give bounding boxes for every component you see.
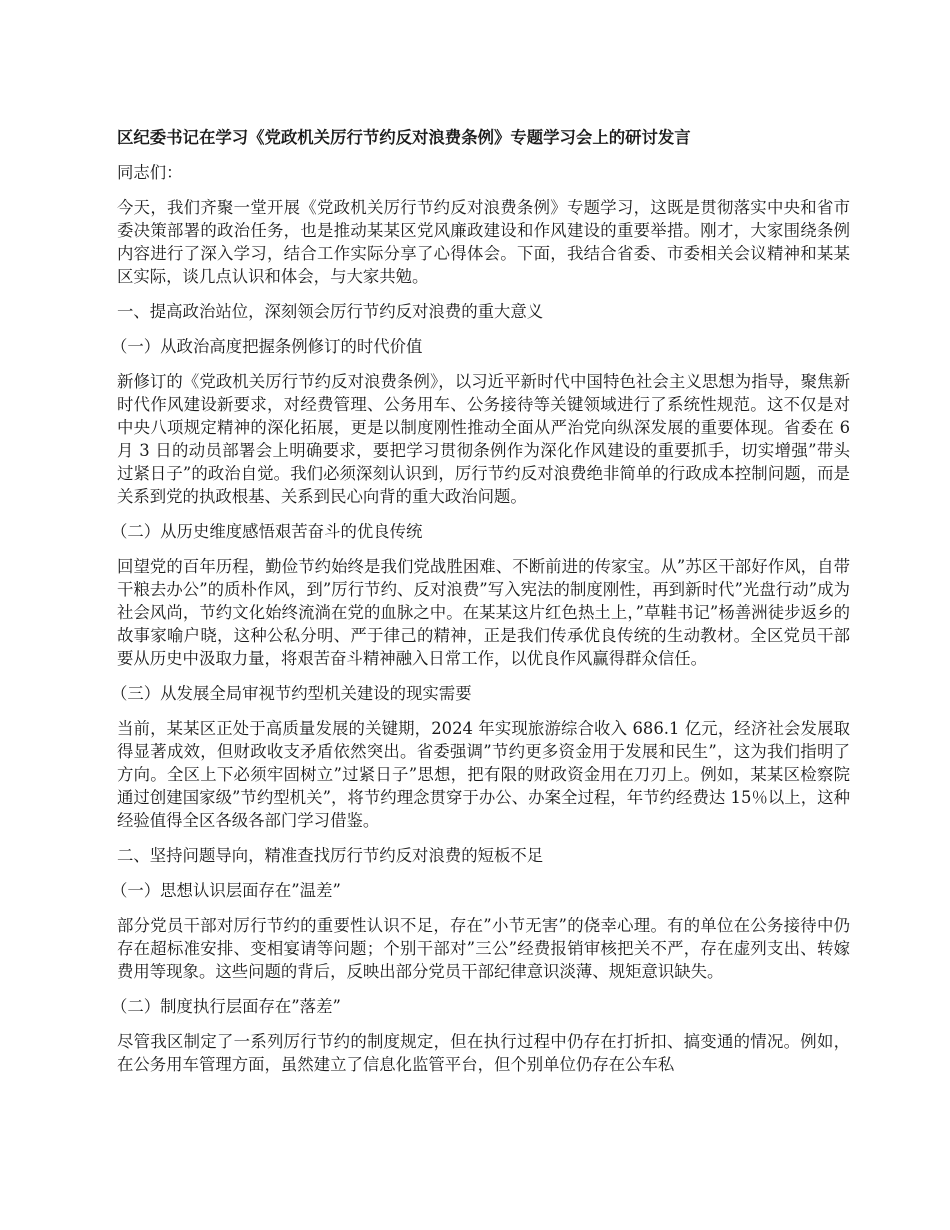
document-page <box>111 126 850 1088</box>
body-paragraph: 尽管我区制定了一系列厉行节约的制度规定，但在执行过程中仍存在打折扣、搞变通的情况。例如，在公务用车管理方面，虽然建立了信息化监管平台，但个别单位仍存在公车私 <box>117 1032 850 1074</box>
body-paragraph: 回望党的百年历程，勤俭节约始终是我们党战胜困难、不断前进的传家宝。从”苏区干部好作风，自带干粮去办公”的质朴作风，到”厉行节约、反对浪费”写入宪法的制度刚性，再到新时代”光盘行动”成为社会风尚，节约文化始终流淌在党的血脉之中。在某某这片红色热土上，”草鞋书记”杨善洲徒步返乡的故事家喻户晓，这种公私分明、严于律己的精神，正是我们传承优良传统的生动教材。全区党员干部要从历史中汲取力量，将艰苦奋斗精神融入日常工作，以优良作风赢得群众信任。 <box>117 557 850 668</box>
section-heading: 二、坚持问题导向，精准查找厉行节约反对浪费的短板不足 <box>117 846 544 865</box>
subsection-heading: （二）制度执行层面存在”落差” <box>111 997 341 1016</box>
subsection-heading: （一）从政治高度把握条例修订的时代价值 <box>111 337 423 356</box>
subsection-heading: （二）从历史维度感悟艰苦奋斗的优良传统 <box>111 522 423 541</box>
salutation: 同志们： <box>117 163 183 182</box>
body-paragraph: 新修订的《党政机关厉行节约反对浪费条例》，以习近平新时代中国特色社会主义思想为指导，聚焦新时代作风建设新要求，对经费管理、公务用车、公务接待等关键领域进行了系统性规范。这不仅是对中央八项规定精神的深化拓展，更是以制度刚性推动全面从严治党向纵深发展的重要体现。省委在 6 月 3 日的动员部署会上明确要求，要把学习贯彻条例作为深化作风建设的重要抓手，切实增强”带头过紧日子”的政治自觉。我们必须深刻认识到，厉行节约反对浪费绝非简单的行政成本控制问题，而是关系到党的执政根基、关系到民心向背的重大政治问题。 <box>117 372 850 506</box>
intro-paragraph: 今天，我们齐聚一堂开展《党政机关厉行节约反对浪费条例》专题学习，这既是贯彻落实中央和省市委决策部署的政治任务，也是推动某某区党风廉政建设和作风建设的重要举措。刚才，大家围绕条例内容进行了深入学习，结合工作实际分享了心得体会。下面，我结合省委、市委相关会议精神和某某区实际，谈几点认识和体会，与大家共勉。 <box>117 198 850 286</box>
body-paragraph: 部分党员干部对厉行节约的重要性认识不足，存在”小节无害”的侥幸心理。有的单位在公务接待中仍存在超标准安排、变相宴请等问题；个别干部对”三公”经费报销审核把关不严，存在虚列支出、转嫁费用等现象。这些问题的背后，反映出部分党员干部纪律意识淡薄、规矩意识缺失。 <box>117 916 850 981</box>
subsection-heading: （三）从发展全局审视节约型机关建设的现实需要 <box>111 684 472 703</box>
subsection-heading: （一）思想认识层面存在”温差” <box>111 881 341 900</box>
section-heading: 一、提高政治站位，深刻领会厉行节约反对浪费的重大意义 <box>117 302 544 321</box>
document-title: 区纪委书记在学习《党政机关厉行节约反对浪费条例》专题学习会上的研讨发言 <box>117 128 691 147</box>
body-paragraph: 当前，某某区正处于高质量发展的关键期，2024 年实现旅游综合收入 686.1 亿元，经济社会发展取得显著成效，但财政收支矛盾依然突出。省委强调”节约更多资金用于发展和民生”，这为我们指明了方向。全区上下必须牢固树立”过紧日子”思想，把有限的财政资金用在刀刃上。例如，某某区检察院通过创建国家级”节约型机关”，将节约理念贯穿于办公、办案全过程，年节约经费达 15％以上，这种经验值得全区各级各部门学习借鉴。 <box>117 719 850 830</box>
